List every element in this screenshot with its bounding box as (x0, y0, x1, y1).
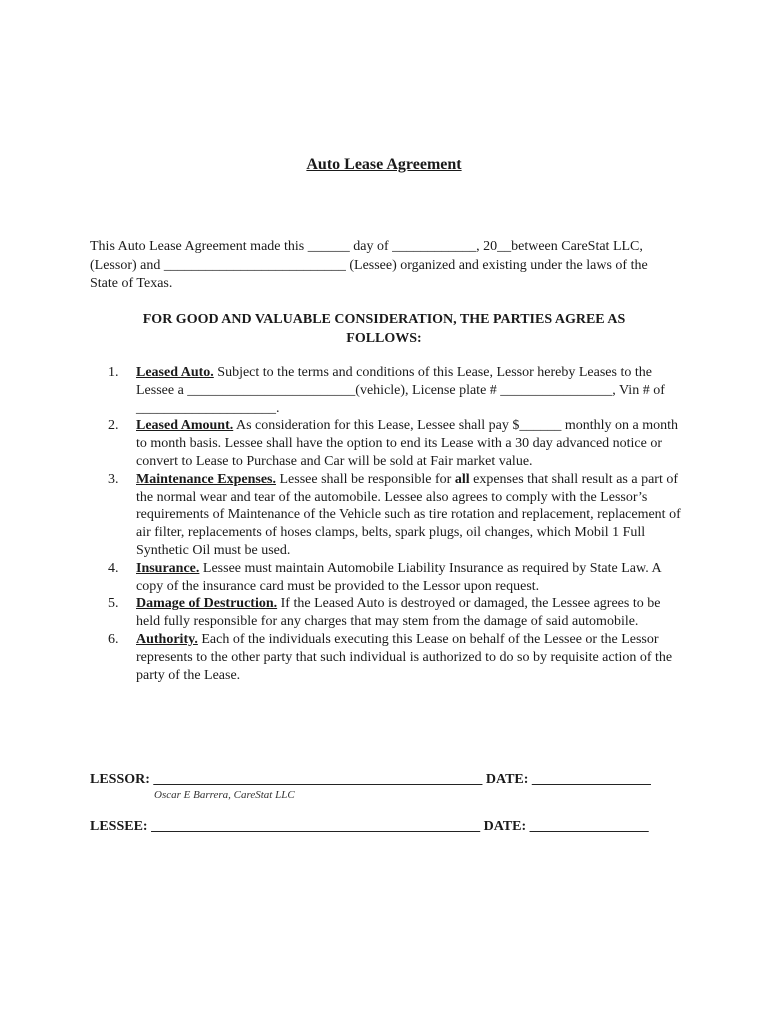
item-number: 4. (108, 560, 119, 576)
item-term: Leased Auto. (136, 365, 214, 380)
list-item (108, 417, 683, 470)
lessor-signatory-name: Oscar E Barrera, CareStat LLC (154, 789, 295, 801)
item-term: Maintenance Expenses. (136, 471, 276, 487)
item-term: Authority. (136, 631, 198, 647)
section-heading: FOR GOOD AND VALUABLE CONSIDERATION, THE PARTIES AGREE AS FOLLOWS: (142, 312, 626, 346)
item-term: Leased Amount. (136, 418, 234, 434)
terms-list (108, 364, 683, 684)
item-number: 6. (108, 631, 119, 647)
item-text: Lessee must maintain Automobile Liability Insurance as required by State Law. A copy of the insurance card must be provided to the Lessor upon request. (136, 560, 661, 594)
intro-paragraph: This Auto Lease Agreement made this ______ day of ____________, 20__between CareStat LLC, (Lessor) and __________________________ (Lessee) organized and existing under the laws of the State of Texas. (90, 239, 648, 291)
item-text: Each of the individuals executing this Lease on behalf of the Lessee or the Lessor represents to the other party that such individual is authorized to do so by requisite action of the party of the Lease. (136, 631, 673, 683)
list-item (108, 471, 683, 560)
list-item (108, 560, 683, 596)
list-item (108, 631, 683, 684)
item-text: If the Leased Auto is destroyed or damaged, the Lessee agrees to be held fully responsible for any charges that may stem from the damage of said automobile. (136, 596, 661, 630)
list-item (108, 364, 683, 417)
item-number: 1. (108, 365, 119, 380)
item-text: As consideration for this Lease, Lessee shall pay $______ monthly on a month to month basis. Lessee shall have the option to end its Lease with a 30 day advanced notice or convert to Lease to Purchase and Car will be sold at Fair market value. (136, 418, 679, 469)
item-text: expenses that shall result as a part of the normal wear and tear of the automobile. Lessee also agrees to comply with the Lessor’s requirements of Maintenance of the Vehicle such as tire rotation and replacement, replacement of air filter, replacements of hoses clamps, belts, spark plugs, oil changes, which Mobil 1 Full Synthetic Oil must be used. (136, 471, 681, 558)
item-number: 3. (108, 471, 119, 487)
lessor-signature-line: LESSOR: _______________________________________________ DATE: _________________ (90, 772, 651, 787)
item-number: 2. (108, 418, 119, 434)
lessee-signature-line: LESSEE: _______________________________________________ DATE: _________________ (90, 819, 649, 834)
list-item (108, 595, 683, 631)
item-text: Subject to the terms and conditions of this Lease, Lessor hereby Leases to the Lessee a ________________________(vehicle), License plate # ________________, Vin # of ____________________. (136, 365, 665, 416)
item-number: 5. (108, 596, 119, 612)
item-term: Insurance. (136, 560, 200, 576)
item-text: Lessee shall be responsible for (276, 471, 455, 487)
item-emphasis: all (454, 471, 470, 487)
item-term: Damage of Destruction. (136, 596, 278, 612)
document-title: Auto Lease Agreement (306, 156, 462, 173)
